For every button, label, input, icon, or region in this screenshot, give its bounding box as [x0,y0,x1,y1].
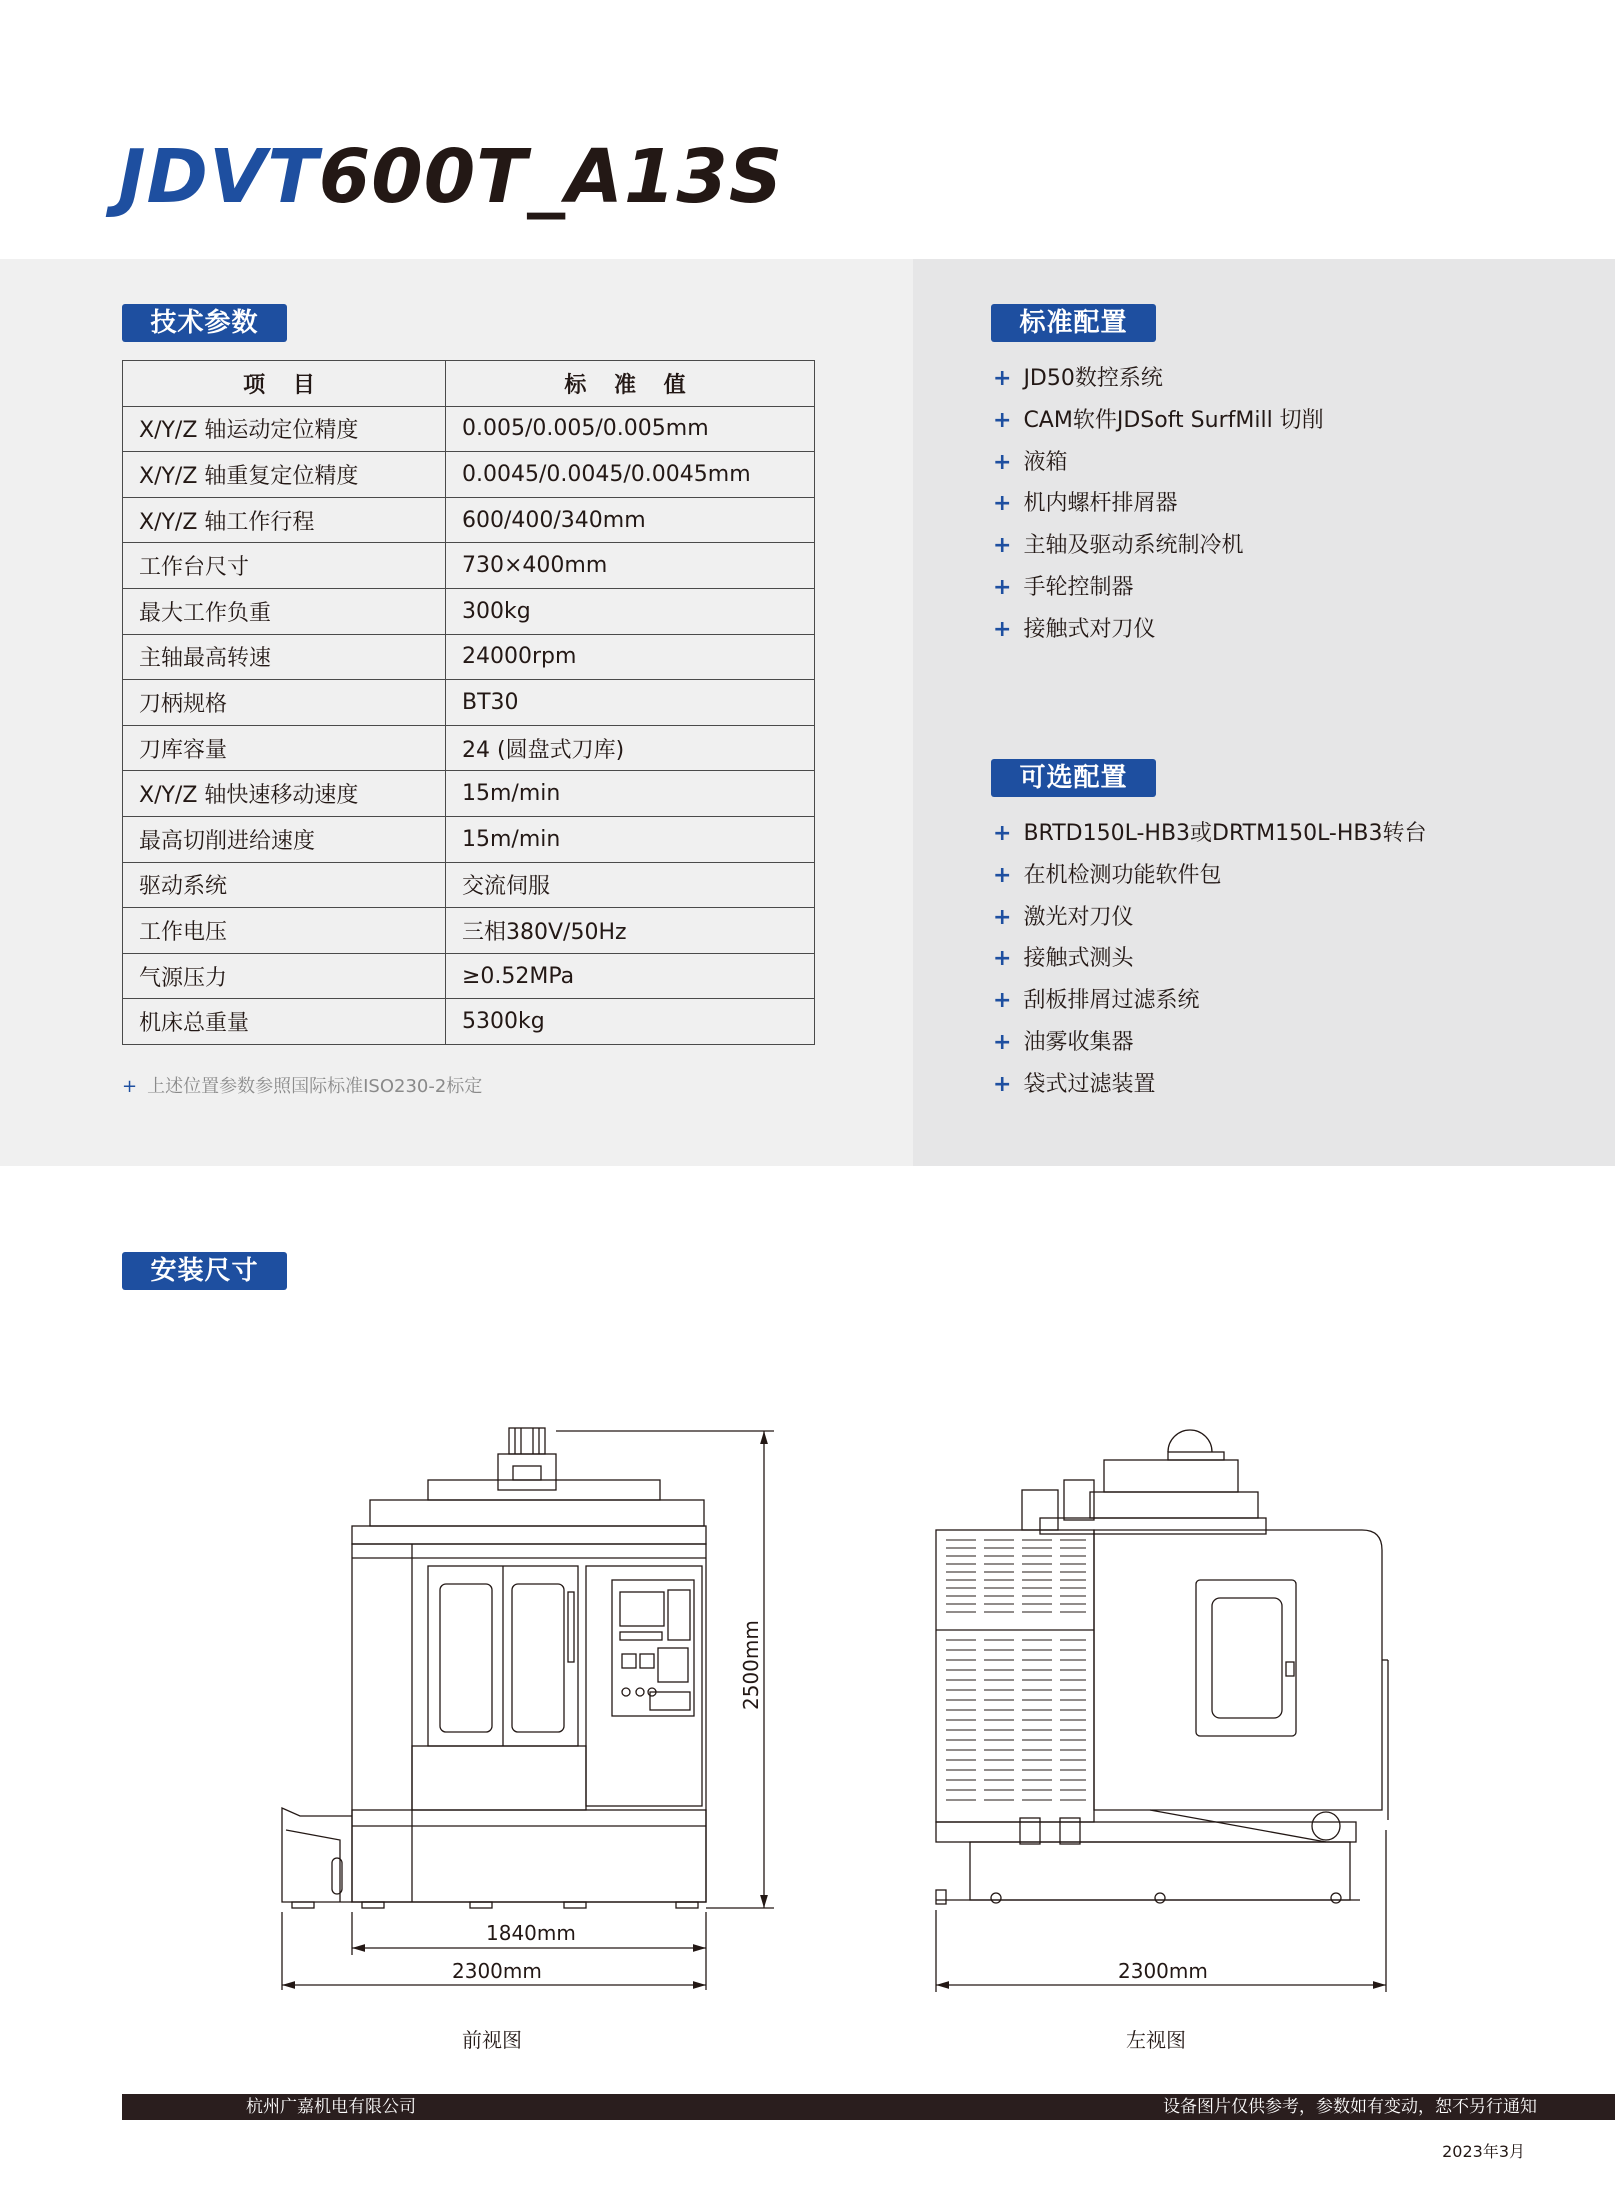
product-title-model: 600T_A13S [318,134,784,220]
param-name: 最高切削进给速度 [123,816,446,862]
param-value: 730×400mm [446,543,815,589]
list-item-text: 激光对刀仪 [1023,904,1134,930]
param-name: X/Y/Z 轴快速移动速度 [123,771,446,817]
param-value: 600/400/340mm [446,497,815,543]
plus-icon: + [122,1076,138,1097]
table-row [123,908,815,954]
front-width-label: 2300mm [452,1959,542,1983]
disclaimer: 设备图片仅供参考，参数如有变动，恕不另行通知 [1163,2097,1537,2117]
list-item [993,358,1324,400]
param-value: 15m/min [446,816,815,862]
plus-icon: + [993,904,1012,930]
param-value: 交流伺服 [446,862,815,908]
plus-icon: + [993,946,1012,972]
table-row [123,406,815,452]
param-name: 驱动系统 [123,862,446,908]
list-item [993,483,1324,525]
section-tag-tech-params: 技术参数 [122,304,287,342]
list-item [993,855,1427,897]
front-inner-width-label: 1840mm [486,1921,576,1945]
plus-icon: + [993,574,1012,600]
param-value: ≥0.52MPa [446,953,815,999]
plus-icon: + [993,366,1012,391]
list-item [993,980,1427,1022]
table-row [123,725,815,771]
param-value: 三相380V/50Hz [446,908,815,954]
list-item-text: 油雾收集器 [1023,1029,1134,1055]
plus-icon: + [993,862,1012,888]
list-item [993,525,1324,567]
table-note-text: 上述位置参数参照国际标准ISO230-2标定 [147,1076,483,1097]
side-view [936,1430,1388,1904]
list-item [993,1064,1427,1106]
list-item-text: JD50数控系统 [1023,366,1163,391]
plus-icon: + [993,449,1012,475]
section-tag-optional-config: 可选配置 [991,759,1156,797]
publish-date: 2023年3月 [1442,2142,1525,2161]
plus-icon: + [993,821,1012,846]
list-item-text: 主轴及驱动系统制冷机 [1023,533,1244,559]
table-row [123,452,815,498]
plus-icon: + [993,1071,1012,1097]
front-height-label: 2500mm [739,1620,763,1710]
list-item-text: 手轮控制器 [1023,574,1134,600]
plus-icon: + [993,1029,1012,1055]
list-item [993,400,1324,442]
table-row [123,816,815,862]
spec-table-header [123,361,815,407]
param-name: 工作台尺寸 [123,543,446,589]
list-item [993,609,1324,651]
table-note [122,1072,482,1098]
product-title [118,134,784,220]
list-item [993,897,1427,939]
side-width-label: 2300mm [1118,1959,1208,1983]
param-name: X/Y/Z 轴重复定位精度 [123,452,446,498]
list-item-text: 在机检测功能软件包 [1023,862,1222,888]
table-row [123,862,815,908]
section-tag-install-dims: 安装尺寸 [122,1252,287,1290]
install-drawing [0,1300,1615,2060]
param-value: 5300kg [446,999,815,1045]
param-name: X/Y/Z 轴工作行程 [123,497,446,543]
front-view-caption: 前视图 [462,2028,522,2052]
header-item: 项 目 [123,361,446,407]
list-item-text: 接触式对刀仪 [1023,616,1156,642]
param-name: 气源压力 [123,953,446,999]
list-item-text: 刮板排屑过滤系统 [1023,988,1200,1014]
plus-icon: + [993,988,1012,1014]
side-view-caption: 左视图 [1126,2028,1186,2052]
param-value: BT30 [446,680,815,726]
header-value: 标 准 值 [446,361,815,407]
spec-table [122,360,815,1045]
plus-icon: + [993,533,1012,559]
list-item [993,813,1427,855]
param-name: X/Y/Z 轴运动定位精度 [123,406,446,452]
section-tag-standard-config: 标准配置 [991,304,1156,342]
list-item-text: CAM软件JDSoft SurfMill 切削 [1023,407,1324,433]
table-row [123,953,815,999]
param-name: 最大工作负重 [123,588,446,634]
table-row [123,588,815,634]
vent-slats [946,1540,1086,1800]
param-name: 机床总重量 [123,999,446,1045]
footer-bar [122,2094,1615,2120]
standard-config-list [993,358,1324,651]
param-value: 0.0045/0.0045/0.0045mm [446,452,815,498]
table-row [123,543,815,589]
table-row [123,497,815,543]
param-value: 24 (圆盘式刀库) [446,725,815,771]
optional-config-list [993,813,1427,1106]
company-name: 杭州广嘉机电有限公司 [246,2097,416,2117]
plus-icon: + [993,407,1012,433]
param-value: 15m/min [446,771,815,817]
list-item [993,938,1427,980]
param-name: 刀库容量 [123,725,446,771]
list-item-text: 液箱 [1023,449,1068,475]
param-value: 0.005/0.005/0.005mm [446,406,815,452]
table-row [123,634,815,680]
plus-icon: + [993,616,1012,642]
list-item [993,442,1324,484]
param-name: 刀柄规格 [123,680,446,726]
list-item-text: 机内螺杆排屑器 [1023,491,1178,517]
list-item [993,1022,1427,1064]
front-dimensions [282,1431,774,1990]
front-view [282,1428,706,1908]
list-item-text: 袋式过滤装置 [1023,1071,1156,1097]
param-value: 300kg [446,588,815,634]
param-value: 24000rpm [446,634,815,680]
table-row [123,771,815,817]
table-row [123,999,815,1045]
param-name: 工作电压 [123,908,446,954]
list-item-text: 接触式测头 [1023,946,1134,972]
product-title-prefix: JDVT [118,134,319,220]
param-name: 主轴最高转速 [123,634,446,680]
list-item-text: BRTD150L-HB3或DRTM150L-HB3转台 [1023,821,1427,846]
table-row [123,680,815,726]
plus-icon: + [993,491,1012,517]
list-item [993,567,1324,609]
